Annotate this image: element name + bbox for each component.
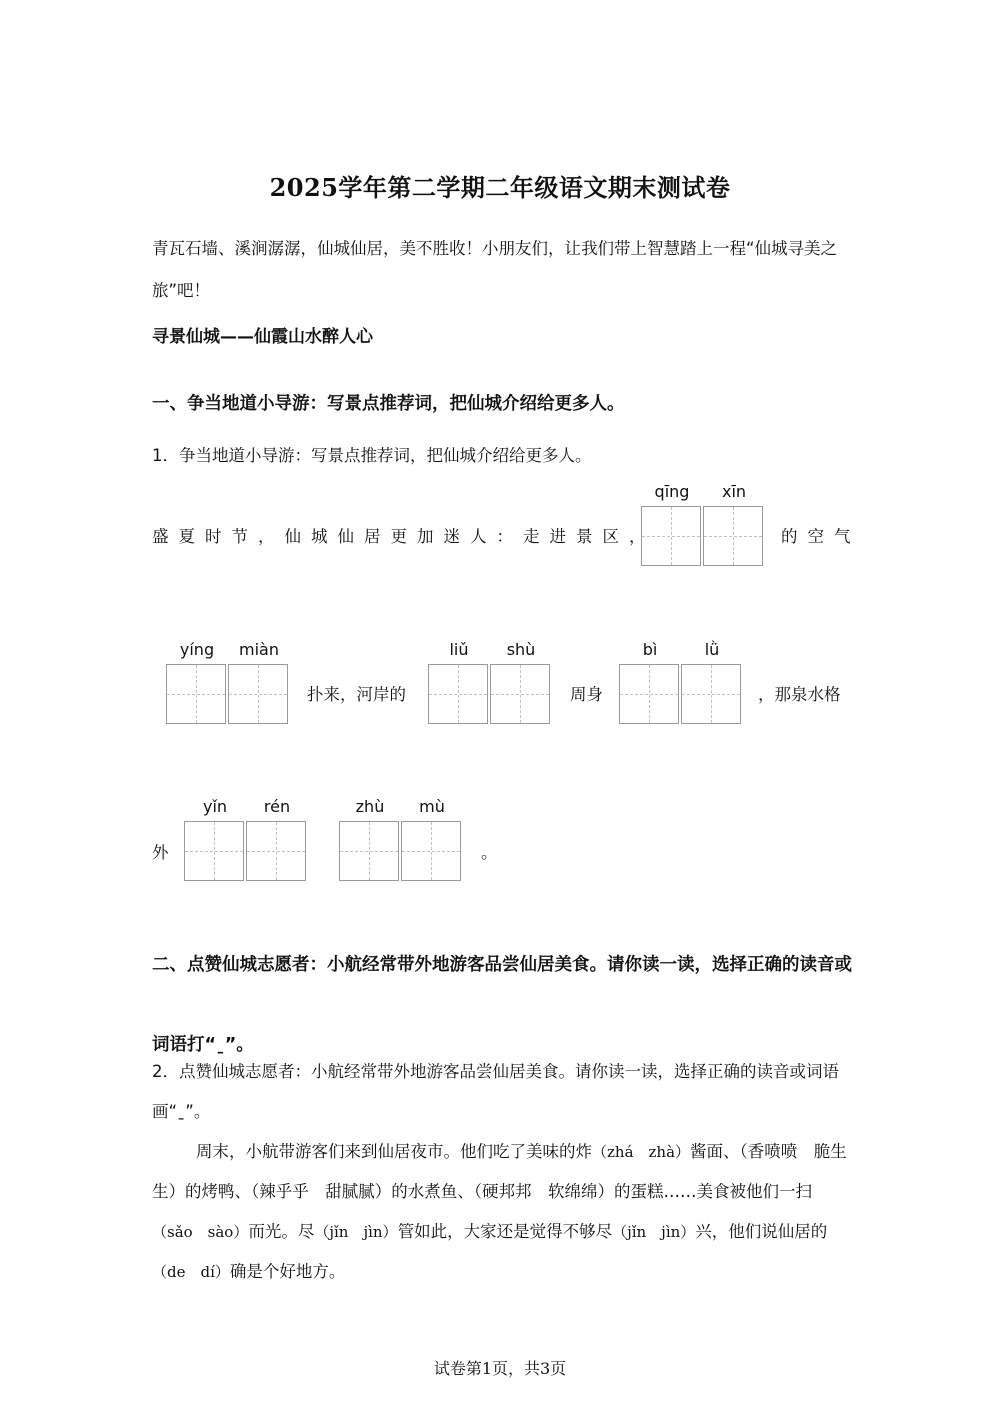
answer-option[interactable]: （辣乎乎 甜腻腻）: [251, 1182, 392, 1201]
line3-end-text: 。: [481, 843, 498, 862]
passage-text: 兴，他们说仙居的: [695, 1222, 828, 1241]
part2-heading: 二、点赞仙城志愿者：小航经常带外地游客品尝仙居美食。请你读一读，选择正确的读音或词语打“ˍ”。: [152, 955, 852, 1055]
pinyin-label: rén: [263, 797, 291, 816]
pinyin-label: yǐn: [202, 797, 228, 816]
writing-cell[interactable]: [681, 664, 741, 724]
pinyin-label: shù: [506, 640, 536, 659]
writing-cell[interactable]: [641, 506, 701, 566]
pinyin-box-yingmian[interactable]: [166, 640, 290, 726]
pinyin-box-yinren[interactable]: [184, 797, 308, 883]
part1-heading: 一、争当地道小导游：写景点推荐词，把仙城介绍给更多人。: [152, 394, 625, 414]
answer-option[interactable]: （de dí）: [152, 1263, 230, 1281]
answer-option[interactable]: （硬邦邦 软绵绵）: [473, 1182, 614, 1201]
page-footer: 试卷第1页，共3页: [433, 1359, 567, 1378]
pinyin-label: lǜ: [704, 640, 720, 659]
passage-text: 周末，小航带游客们来到仙居夜市。他们吃了美味的炸: [196, 1142, 592, 1161]
writing-cell[interactable]: [490, 664, 550, 724]
writing-cell[interactable]: [339, 821, 399, 881]
writing-cell[interactable]: [703, 506, 763, 566]
writing-cell[interactable]: [619, 664, 679, 724]
passage-text: 管如此，大家还是觉得不够尽: [397, 1222, 613, 1241]
answer-option[interactable]: （jǐn jìn）: [314, 1223, 398, 1241]
writing-cell[interactable]: [184, 821, 244, 881]
pinyin-label: xīn: [721, 482, 747, 501]
writing-cell[interactable]: [246, 821, 306, 881]
writing-cell[interactable]: [166, 664, 226, 724]
question-2-text: 2．点赞仙城志愿者：小航经常带外地游客品尝仙居美食。请你读一读，选择正确的读音或词语画“ˍ”。: [152, 1062, 839, 1121]
line2-text-a: 扑来，河岸的: [307, 685, 406, 704]
intro-paragraph: 青瓦石墙、溪涧潺潺，仙城仙居，美不胜收！小朋友们，让我们带上智慧踏上一程“仙城寻美之旅”吧！: [152, 239, 838, 300]
section-subtitle: 寻景仙城——仙霞山水醉人心: [152, 327, 373, 347]
pinyin-label: yíng: [179, 640, 215, 659]
passage-text: 的水煮鱼、: [391, 1182, 474, 1201]
answer-option[interactable]: （香喷喷 脆生生）: [152, 1142, 847, 1201]
answer-option[interactable]: （jǐn jìn）: [612, 1223, 696, 1241]
writing-cell[interactable]: [401, 821, 461, 881]
writing-cell[interactable]: [428, 664, 488, 724]
pinyin-label: zhù: [355, 797, 385, 816]
pinyin-box-liushu[interactable]: [428, 640, 552, 726]
pinyin-label: mù: [419, 797, 445, 816]
pinyin-box-zhumu[interactable]: [339, 797, 463, 883]
pinyin-label: qīng: [654, 482, 690, 501]
answer-option[interactable]: （zhá zhà）: [592, 1143, 691, 1161]
question-1-text: 1．争当地道小导游：写景点推荐词，把仙城介绍给更多人。: [152, 446, 592, 465]
line3-start-text: 外: [152, 843, 169, 862]
page-title: 2025学年第二学期二年级语文期末测试卷: [269, 173, 731, 202]
line1-text: 盛夏时节，仙城仙居更加迷人：走进景区，: [152, 527, 656, 546]
pinyin-box-bilu[interactable]: [619, 640, 743, 726]
writing-cell[interactable]: [228, 664, 288, 724]
line2-text-c: ，那泉水格: [758, 685, 841, 704]
pinyin-label: liǔ: [449, 640, 469, 659]
pinyin-box-qingxin[interactable]: [641, 482, 765, 568]
pinyin-label: bì: [642, 640, 658, 659]
answer-option[interactable]: （sǎo sào）: [152, 1223, 249, 1241]
passage-text: 酱面、: [690, 1142, 740, 1161]
passage-text: 的蛋糕……美食被他们一扫: [614, 1182, 812, 1201]
pinyin-label: miàn: [239, 640, 279, 659]
line2-text-b: 周身: [570, 685, 603, 704]
passage: [152, 1132, 852, 1292]
passage-text: 的烤鸭、: [185, 1182, 251, 1201]
line1-end-text: 的空气: [781, 527, 861, 546]
passage-text: 确是个好地方。: [229, 1262, 346, 1281]
passage-text: 而光。尽: [248, 1222, 315, 1241]
